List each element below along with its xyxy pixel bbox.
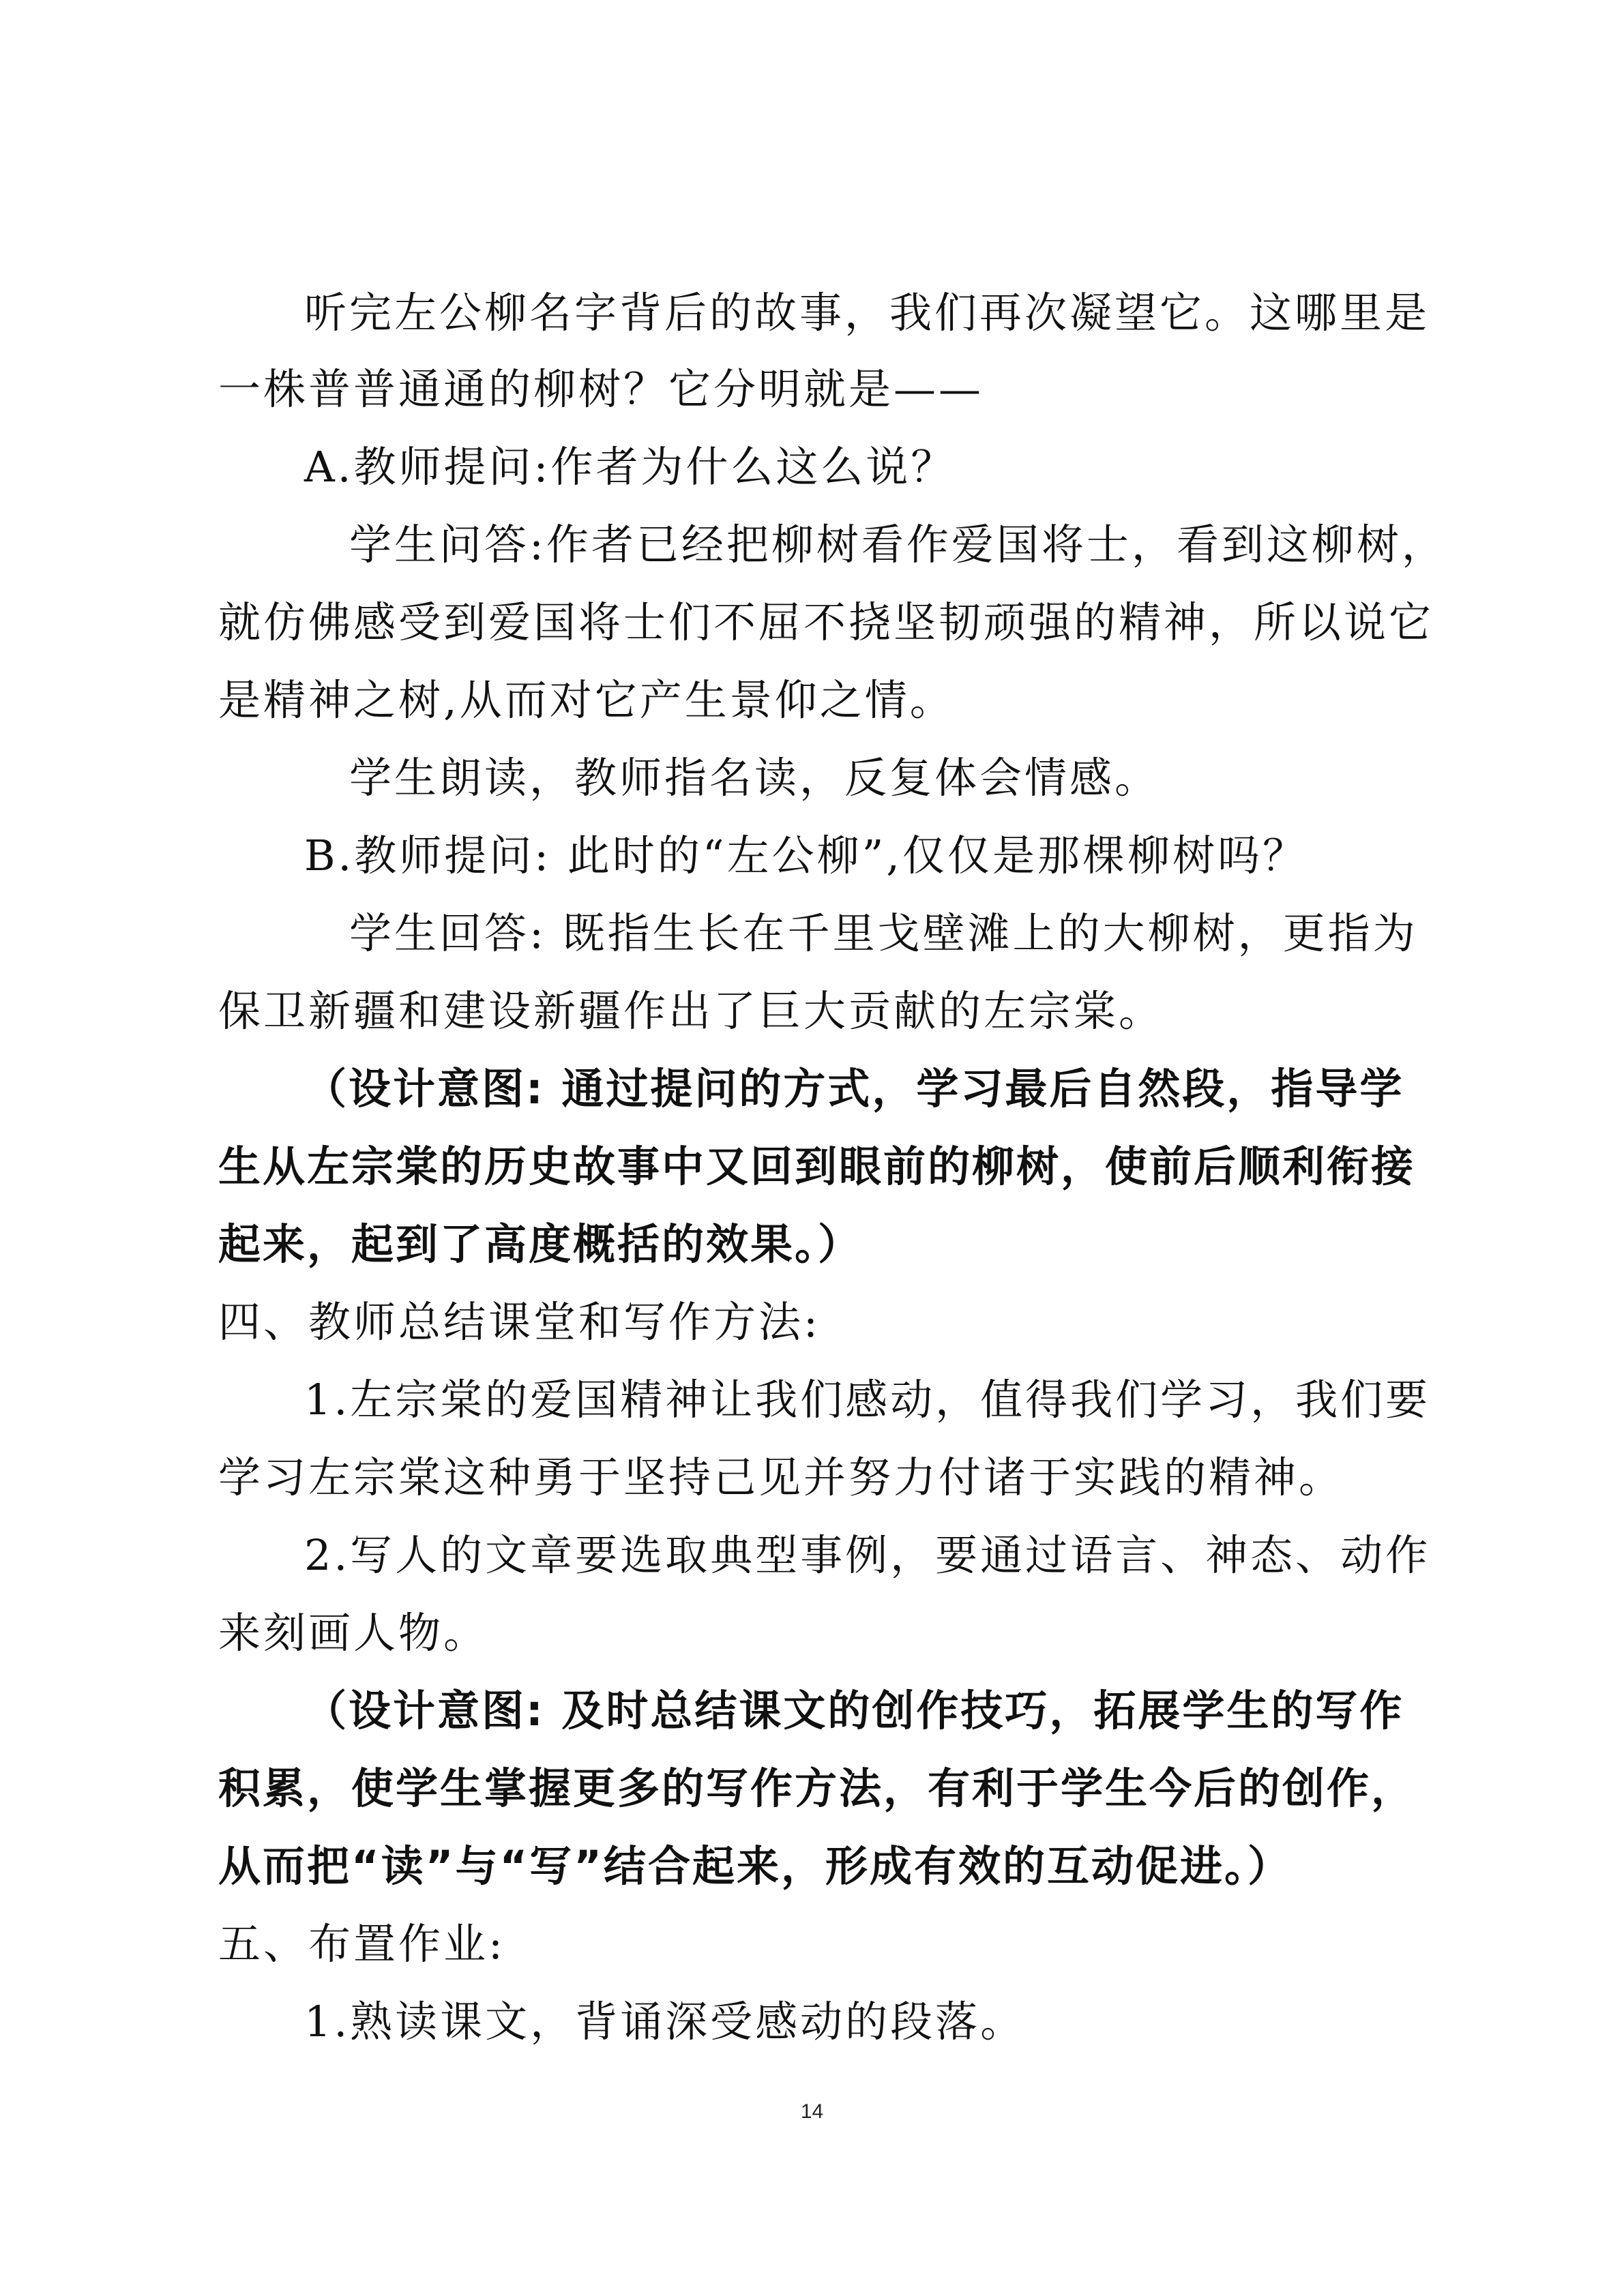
paragraph-line: 来刻画人物。	[218, 1608, 489, 1658]
paragraph-line: 学生回答: 既指生长在千里戈壁滩上的大柳树，更指为	[349, 908, 1418, 958]
design-intent-line: 积累，使学生掌握更多的写作方法，有利于学生今后的创作，	[218, 1763, 1416, 1813]
design-intent-line: （设计意图: 及时总结课文的创作技巧，拓展学生的写作	[304, 1686, 1404, 1735]
paragraph-line: 一株普普通通的柳树？它分明就是——	[218, 364, 984, 414]
paragraph-line: 就仿佛感受到爱国将士们不屈不挠坚韧顽强的精神，所以说它	[218, 597, 1434, 647]
paragraph-line: 2.写人的文章要选取典型事例，要通过语言、神态、动作	[304, 1530, 1431, 1580]
page-number: 14	[800, 2100, 824, 2123]
design-intent-line: （设计意图: 通过提问的方式，学习最后自然段，指导学	[304, 1064, 1404, 1114]
paragraph-line: B.教师提问: 此时的“左公柳”,仅仅是那棵柳树吗？	[304, 831, 1308, 880]
paragraph-line: 1.左宗棠的爱国精神让我们感动，值得我们学习，我们要	[304, 1375, 1431, 1425]
paragraph-line: 听完左公柳名字背后的故事，我们再次凝望它。这哪里是	[304, 288, 1430, 338]
design-intent-line: 起来，起到了高度概括的效果。）	[218, 1219, 863, 1269]
paragraph-line: 保卫新疆和建设新疆作出了巨大贡献的左宗棠。	[218, 986, 1164, 1036]
paragraph-line: A.教师提问:作者为什么这么说？	[304, 442, 956, 492]
section-heading: 四、教师总结课堂和写作方法:	[218, 1297, 821, 1347]
section-heading: 五、布置作业:	[218, 1919, 505, 1969]
paragraph-line: 学生朗读，教师指名读，反复体会情感。	[349, 753, 1160, 803]
design-intent-line: 从而把“读”与“写”结合起来，形成有效的互动促进。）	[218, 1841, 1292, 1891]
paragraph-line: 学生问答:作者已经把柳树看作爱国将士，看到这柳树，	[349, 520, 1447, 569]
paragraph-line: 是精神之树,从而对它产生景仰之情。	[218, 675, 955, 725]
paragraph-line: 1.熟读课文，背诵深受感动的段落。	[304, 1997, 1026, 2046]
design-intent-line: 生从左宗棠的历史故事中又回到眼前的柳树，使前后顺利衔接	[218, 1142, 1416, 1191]
paragraph-line: 学习左宗棠这种勇于坚持己见并努力付诸于实践的精神。	[218, 1452, 1344, 1502]
